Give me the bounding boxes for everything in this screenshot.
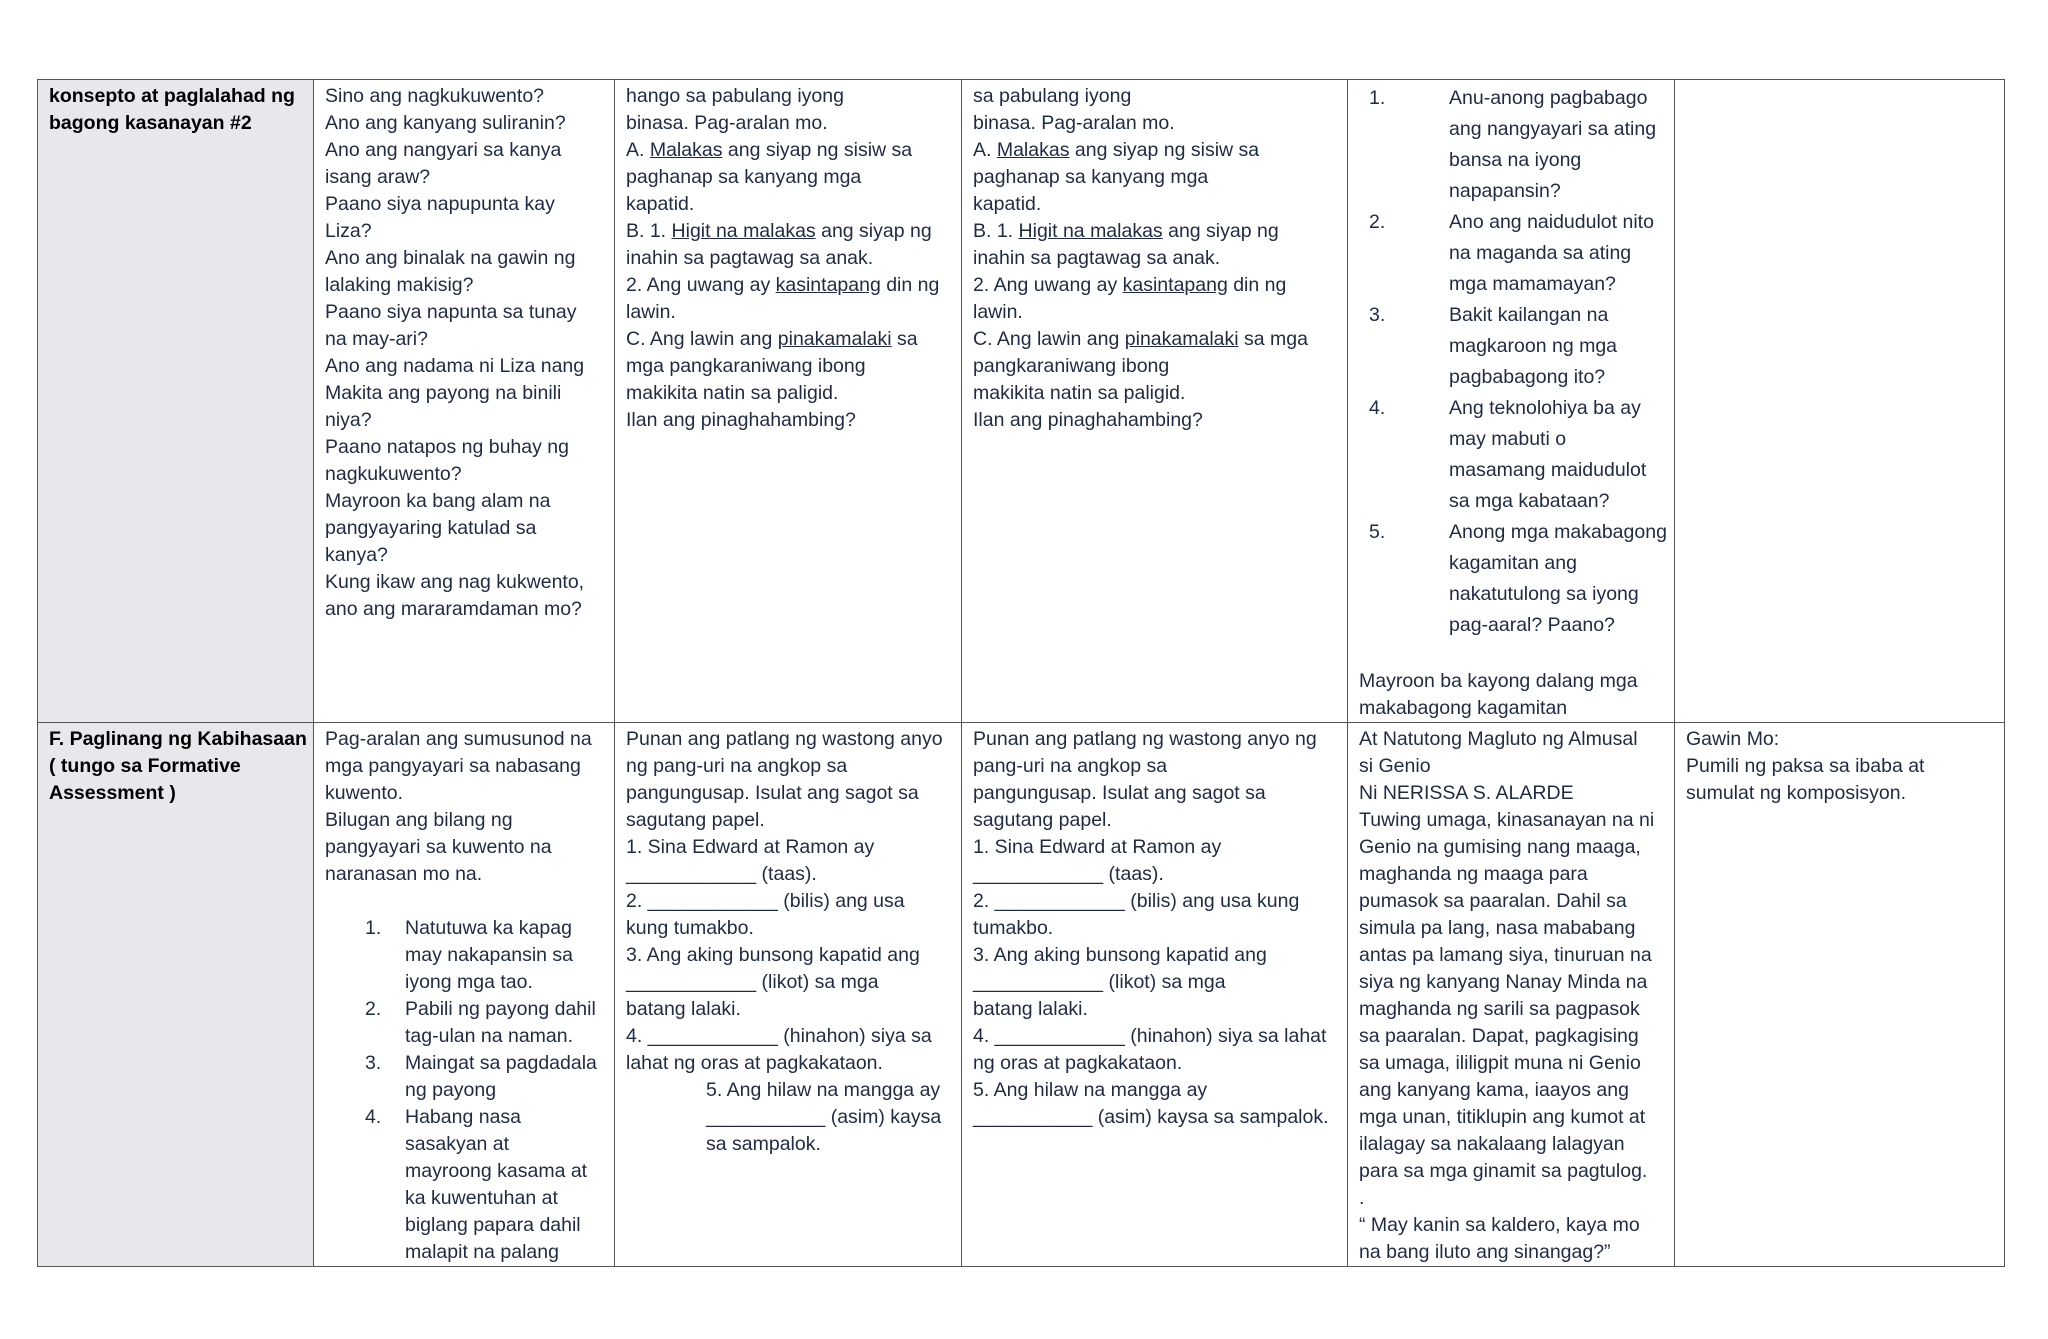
list-number: 4. [1369, 397, 1386, 419]
text-line: pangyayari sa kuwento na [325, 836, 552, 858]
text-line: Habang nasa [405, 1106, 522, 1128]
question-line: Paano siya napupunta kay [325, 193, 555, 215]
text-line: 3. Ang aking bunsong kapatid ang [973, 944, 1267, 966]
text-line [626, 137, 951, 164]
text-line: kagamitan ang [1449, 552, 1577, 574]
text-line: may nakapansin sa [405, 944, 574, 966]
text-line: lawin. [973, 301, 1023, 323]
underlined-adjective: kasintapang [775, 274, 881, 296]
question-line: nagkukuwento? [325, 463, 462, 485]
list-number: 3. [1369, 304, 1386, 326]
text-line: Ilan ang pinaghahambing? [973, 409, 1203, 431]
row-label-line: bagong kasanayan #2 [49, 112, 252, 134]
text-line: hango sa pabulang iyong [626, 85, 844, 107]
text-line: Pag-aralan ang sumusunod na [325, 728, 592, 750]
text-line: na bang iluto ang sinangag?” [1359, 1241, 1611, 1263]
list-text [405, 1050, 604, 1104]
list-item [325, 1050, 604, 1104]
text-line: tumakbo. [973, 917, 1054, 939]
text-line: ___________ (asim) kaysa [706, 1106, 942, 1128]
text-line: binasa. Pag-aralan mo. [626, 112, 828, 134]
text-line: Mayroon ba kayong dalang mga [1359, 670, 1638, 692]
text-line: nakatutulong sa iyong [1449, 583, 1639, 605]
text-line: 2. ____________ (bilis) ang usa [626, 890, 905, 912]
text-line: inahin sa pagtawag sa anak. [973, 247, 1221, 269]
text-line: Ano ang naidudulot nito [1449, 211, 1654, 233]
question-line: Paano siya napunta sa tunay [325, 301, 577, 323]
text-line: sa paaralan. Dapat, pagkagising [1359, 1025, 1639, 1047]
text-line [626, 326, 951, 353]
text-line: 2. ____________ (bilis) ang usa kung [973, 890, 1300, 912]
discussion-questions-cell [1348, 80, 1675, 723]
text-line: malapit na palang [405, 1241, 559, 1263]
text-line: ang nangyayari sa ating [1449, 118, 1657, 140]
text-line: ng pang-uri na angkop sa [626, 755, 848, 777]
text-line: para sa mga ginamit sa pagtulog. [1359, 1160, 1648, 1182]
list-item [1359, 393, 1664, 517]
text-line: maghanda ng maaga para [1359, 863, 1588, 885]
text-line: lawin. [626, 301, 676, 323]
question-line: Liza? [325, 220, 372, 242]
text-fragment: B. 1. [973, 220, 1019, 242]
text-line [973, 326, 1337, 353]
question-line: Sino ang nagkukuwento? [325, 85, 545, 107]
text-line: Anong mga makabagong [1449, 521, 1667, 543]
text-line: pangungusap. Isulat ang sagot sa [626, 782, 919, 804]
question-line: Ano ang kanyang suliranin? [325, 112, 566, 134]
text-line: ng oras at pagkakataon. [973, 1052, 1183, 1074]
text-line: “ May kanin sa kaldero, kaya mo [1359, 1214, 1640, 1236]
question-line: ano ang mararamdaman mo? [325, 598, 582, 620]
questions-cell [314, 80, 615, 723]
text-line: sagutang papel. [973, 809, 1112, 831]
underlined-adjective: pinakamalaki [1124, 328, 1239, 350]
numbered-question-list [1359, 83, 1667, 641]
text-line: pumasok sa paaralan. Dahil sa [1359, 890, 1627, 912]
text-line: pangungusap. Isulat ang sagot sa [973, 782, 1266, 804]
table-row [38, 80, 2005, 723]
text-line: pangkaraniwang ibong [973, 355, 1170, 377]
text-fragment: sa mga [1238, 328, 1308, 350]
question-line: Ano ang nangyari sa kanya [325, 139, 562, 161]
underlined-adjective: Malakas [996, 139, 1070, 161]
comparison-examples-cell [615, 80, 962, 723]
text-line: ____________ (taas). [626, 863, 817, 885]
question-line: Ano ang binalak na gawin ng [325, 247, 576, 269]
spacer [1359, 641, 1664, 668]
list-item [325, 915, 604, 996]
text-line: makikita natin sa paligid. [626, 382, 839, 404]
text-line: mayroong kasama at [405, 1160, 588, 1182]
text-line: masamang maidudulot [1449, 459, 1647, 481]
text-fragment: din ng [1227, 274, 1287, 296]
text-line [973, 272, 1337, 299]
text-line: ilalagay sa nakalaang lalagyan [1359, 1133, 1625, 1155]
fill-in-exercise-cell [962, 723, 1348, 1267]
text-fragment: sa [891, 328, 918, 350]
text-line: siya ng kanyang Nanay Minda na [1359, 971, 1648, 993]
list-number: 2. [1369, 211, 1386, 233]
text-line: . [1359, 1187, 1365, 1209]
text-line: ka kuwentuhan at [405, 1187, 558, 1209]
text-line: tag-ulan na naman. [405, 1025, 574, 1047]
text-line: biglang papara dahil [405, 1214, 581, 1236]
list-text [405, 1104, 604, 1266]
underlined-adjective: Malakas [649, 139, 723, 161]
text-line: mga unan, titiklupin ang kumot at [1359, 1106, 1646, 1128]
text-fragment: ang siyap ng sisiw sa [1069, 139, 1260, 161]
text-line: Pumili ng paksa sa ibaba at [1686, 755, 1925, 777]
text-line: pang-uri na angkop sa [973, 755, 1168, 777]
text-line: kung tumakbo. [626, 917, 754, 939]
row-label-cell [38, 80, 314, 723]
activity-heading: Gawin Mo: [1686, 728, 1780, 750]
text-line: ng payong [405, 1079, 497, 1101]
text-line: ____________ (taas). [973, 863, 1164, 885]
lesson-plan-table [37, 79, 2005, 1267]
text-line: makabagong kagamitan [1359, 697, 1568, 719]
list-number: 4. [365, 1106, 382, 1128]
text-line: magkaroon ng mga [1449, 335, 1618, 357]
question-line: pangyayaring katulad sa [325, 517, 537, 539]
text-line: may mabuti o [1449, 428, 1567, 450]
text-line: Bilugan ang bilang ng [325, 809, 513, 831]
text-fragment: 2. Ang uwang ay [626, 274, 776, 296]
row-label-line: Assessment ) [49, 782, 176, 804]
story-title: At Natutong Magluto ng Almusal [1359, 728, 1638, 750]
text-line: kapatid. [973, 193, 1042, 215]
events-cell [314, 723, 615, 1267]
row-label-line: ( tungo sa Formative [49, 755, 241, 777]
text-line: ____________ (likot) sa mga [626, 971, 879, 993]
text-line [626, 272, 951, 299]
text-line: batang lalaki. [973, 998, 1088, 1020]
text-line: ang kanyang kama, iaayos ang [1359, 1079, 1629, 1101]
text-line: sa pabulang iyong [973, 85, 1132, 107]
question-line: kanya? [325, 544, 388, 566]
text-line: Bakit kailangan na [1449, 304, 1609, 326]
text-fragment: 2. Ang uwang ay [973, 274, 1123, 296]
question-line: Kung ikaw ang nag kukwento, [325, 571, 585, 593]
text-line [626, 218, 951, 245]
text-line: batang lalaki. [626, 998, 741, 1020]
text-fragment: B. 1. [626, 220, 672, 242]
text-line: 1. Sina Edward at Ramon ay [626, 836, 875, 858]
text-line: Anu-anong pagbabago [1449, 87, 1648, 109]
row-label-cell [38, 723, 314, 1267]
text-line: sa umaga, ililigpit muna ni Genio [1359, 1052, 1641, 1074]
list-number: 1. [1369, 87, 1386, 109]
story-title: si Genio [1359, 755, 1431, 777]
fill-in-exercise-cell [615, 723, 962, 1267]
text-line: 5. Ang hilaw na mangga ay [973, 1079, 1208, 1101]
text-line: mga pangyayari sa nabasang [325, 755, 581, 777]
text-line: Maingat sa pagdadala [405, 1052, 597, 1074]
text-line: ____________ (likot) sa mga [973, 971, 1226, 993]
list-item [1359, 83, 1664, 207]
text-fragment: A. [973, 139, 997, 161]
question-line: isang araw? [325, 166, 431, 188]
text-line: na maganda sa ating [1449, 242, 1632, 264]
text-line: ___________ (asim) kaysa sa sampalok. [973, 1106, 1329, 1128]
text-fragment: din ng [880, 274, 940, 296]
story-text-cell [1348, 723, 1675, 1267]
list-number: 3. [365, 1052, 382, 1074]
text-line: sa mga kabataan? [1449, 490, 1610, 512]
list-text [405, 996, 604, 1050]
question-line: Mayroon ka bang alam na [325, 490, 551, 512]
text-line: 1. Sina Edward at Ramon ay [973, 836, 1222, 858]
question-line: Makita ang payong na binili [325, 382, 562, 404]
activity-cell [1675, 723, 2005, 1267]
text-line: Genio na gumising nang maaga, [1359, 836, 1641, 858]
text-line: Ang teknolohiya ba ay [1449, 397, 1641, 419]
text-line: sa sampalok. [706, 1133, 821, 1155]
text-line: 3. Ang aking bunsong kapatid ang [626, 944, 920, 966]
text-line: naranasan mo na. [325, 863, 483, 885]
empty-cell [1675, 80, 2005, 723]
underlined-adjective: pinakamalaki [777, 328, 892, 350]
text-line: 4. ____________ (hinahon) siya sa lahat [973, 1025, 1327, 1047]
list-number: 5. [1369, 521, 1386, 543]
row-label-line: konsepto at paglalahad ng [49, 85, 295, 107]
question-line: Ano ang nadama ni Liza nang [325, 355, 585, 377]
text-line: Punan ang patlang ng wastong anyo ng [973, 728, 1317, 750]
list-text [1449, 517, 1667, 641]
list-item [325, 996, 604, 1050]
text-line: sumulat ng komposisyon. [1686, 782, 1907, 804]
list-number: 2. [365, 998, 382, 1020]
list-item [325, 1104, 604, 1266]
text-line: mga pangkaraniwang ibong [626, 355, 866, 377]
text-fragment: C. Ang lawin ang [626, 328, 778, 350]
text-line: 4. ____________ (hinahon) siya sa [626, 1025, 932, 1047]
story-author: Ni NERISSA S. ALARDE [1359, 782, 1574, 804]
text-line: Tuwing umaga, kinasanayan na ni [1359, 809, 1655, 831]
text-line: kuwento. [325, 782, 404, 804]
underlined-adjective: kasintapang [1122, 274, 1228, 296]
text-line: lahat ng oras at pagkakataon. [626, 1052, 883, 1074]
text-line: mga mamamayan? [1449, 273, 1616, 295]
list-item [1359, 300, 1664, 393]
text-line: paghanap sa kanyang mga [626, 166, 862, 188]
text-line [973, 218, 1337, 245]
text-line: Ilan ang pinaghahambing? [626, 409, 856, 431]
list-text [1449, 300, 1664, 393]
text-line: makikita natin sa paligid. [973, 382, 1186, 404]
text-line: napapansin? [1449, 180, 1561, 202]
text-line: Pabili ng payong dahil [405, 998, 596, 1020]
text-fragment: A. [626, 139, 650, 161]
text-line: sasakyan at [405, 1133, 510, 1155]
text-line: Punan ang patlang ng wastong anyo [626, 728, 943, 750]
question-line: niya? [325, 409, 372, 431]
text-line: kapatid. [626, 193, 695, 215]
text-fragment: ang siyap ng [1162, 220, 1279, 242]
text-line: simula pa lang, nasa mababang [1359, 917, 1636, 939]
list-text [1449, 393, 1664, 517]
indented-item [626, 1077, 951, 1158]
text-line: pag-aaral? Paano? [1449, 614, 1615, 636]
list-text [1449, 207, 1664, 300]
text-line: Natutuwa ka kapag [405, 917, 572, 939]
question-line: lalaking makisig? [325, 274, 474, 296]
list-item [1359, 517, 1667, 641]
text-line: bansa na iyong [1449, 149, 1582, 171]
table-row [38, 723, 2005, 1267]
text-line: maghanda ng sarili sa pagpasok [1359, 998, 1640, 1020]
text-fragment: ang siyap ng sisiw sa [722, 139, 913, 161]
text-line: 5. Ang hilaw na mangga ay [706, 1079, 941, 1101]
text-line: binasa. Pag-aralan mo. [973, 112, 1175, 134]
list-text [405, 915, 604, 996]
text-line: pagbabagong ito? [1449, 366, 1606, 388]
text-line: inahin sa pagtawag sa anak. [626, 247, 874, 269]
text-line: sagutang papel. [626, 809, 765, 831]
text-line: antas pa lamang siya, tinuruan na [1359, 944, 1652, 966]
list-number: 1. [365, 917, 382, 939]
text-fragment: C. Ang lawin ang [973, 328, 1125, 350]
underlined-adjective: Higit na malakas [1018, 220, 1163, 242]
question-line: Paano natapos ng buhay ng [325, 436, 569, 458]
numbered-event-list [325, 915, 604, 1266]
comparison-examples-cell [962, 80, 1348, 723]
underlined-adjective: Higit na malakas [671, 220, 816, 242]
question-line: na may-ari? [325, 328, 428, 350]
row-label-line: F. Paglinang ng Kabihasaan [49, 728, 307, 750]
list-item [1359, 207, 1664, 300]
list-text [1449, 83, 1664, 207]
text-line [973, 137, 1337, 164]
text-fragment: ang siyap ng [815, 220, 932, 242]
text-line: paghanap sa kanyang mga [973, 166, 1209, 188]
text-line: iyong mga tao. [405, 971, 533, 993]
